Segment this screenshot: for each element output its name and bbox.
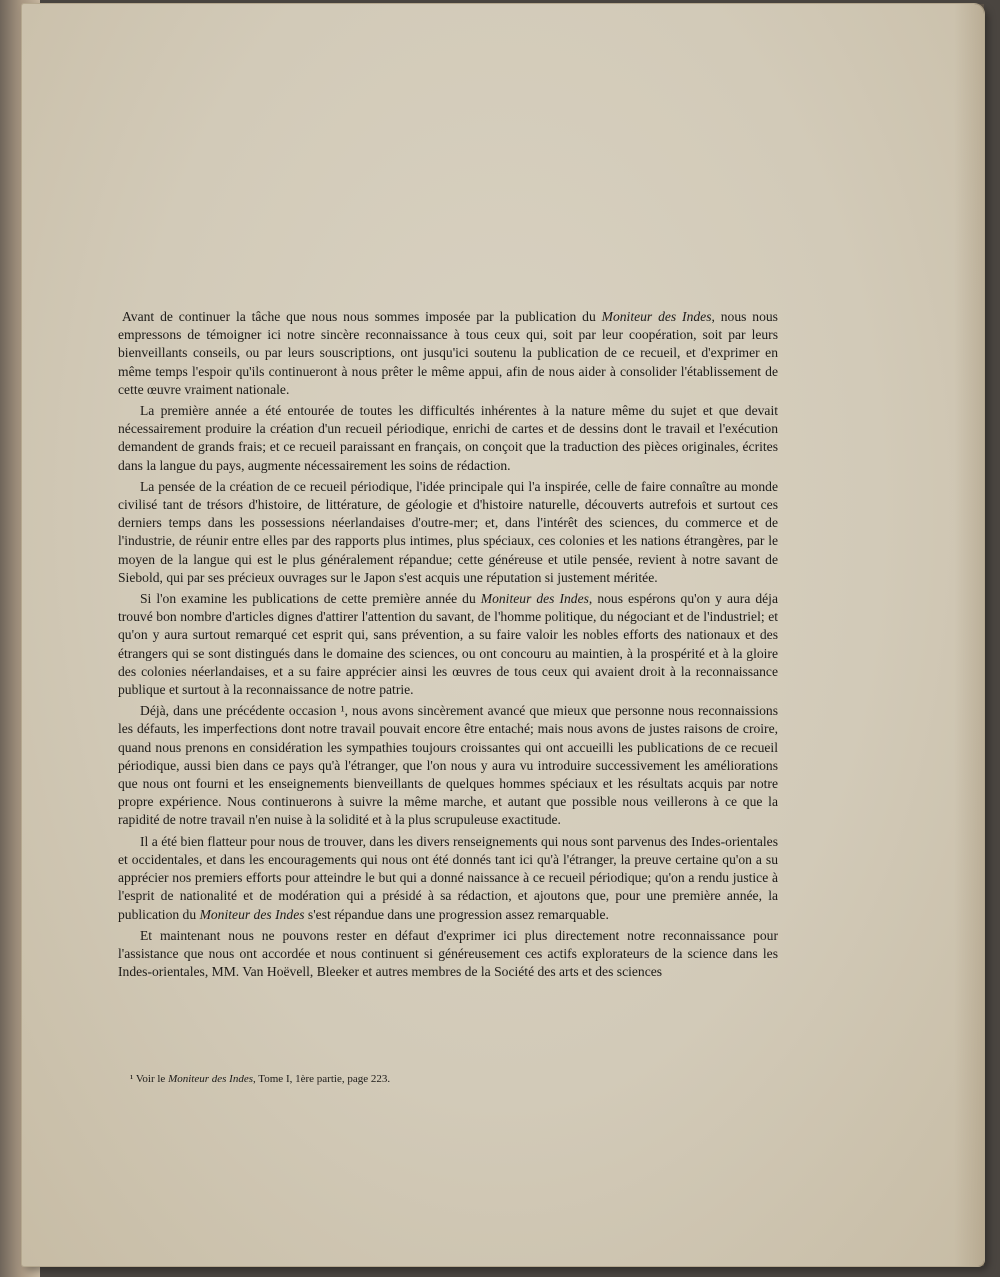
paragraph-6-text-b: s'est répandue dans une progression assez remarquable. [304,906,609,922]
paragraph-7-text: Et maintenant nous ne pouvons rester en défaut d'exprimer ici plus directement notre reconnaissance pour l'assistance que nous ont accordée et nous continuent si généreusement ces actifs explorateurs de la science dans les Indes-orientales, MM. Van Hoëvell, Bleeker et autres membres de la Société des arts et des sciences [118,927,778,980]
paragraph-4-text-a: Si l'on examine les publications de cette première année du [140,591,481,607]
body-text [118,308,778,984]
publication-title: Moniteur des Indes [480,591,589,607]
publication-title: Moniteur des Indes [601,309,712,324]
paragraph-1 [118,308,778,399]
footnote-marker: ¹ [130,1073,134,1085]
footnote-text-b: , Tome I, 1ère partie, page 223. [253,1073,391,1085]
footnote [130,1073,770,1085]
paragraph-3 [118,478,778,587]
paragraph-4 [118,590,778,699]
footnote-text-a: Voir le [133,1073,169,1085]
paragraph-5 [118,702,778,829]
page-edge-shadow [954,4,984,1266]
publication-title: Moniteur des Indes [199,906,305,922]
paragraph-2-text: La première année a été entourée de toutes les difficultés inhérentes à la nature même du sujet et que devait nécessairement produire la création d'un recueil périodique, enrichi de cartes et de dessins dont le travail et l'exécution demandent de grands frais; et ce recueil paraissant en français, on conçoit que la traduction des pièces originales, écrites dans la langue du pays, augmente nécessairement les soins de rédaction. [118,403,778,473]
paragraph-6-text-a: Il a été bien flatteur pour nous de trouver, dans les divers renseignements qui nous sont parvenus des Indes-orientales et occidentales, et dans les encouragements qui nous ont été donnés tant ici qu'à l'étranger, la preuve certaine qu'on a su apprécier nos premiers efforts pour atteindre le but qui a donné naissance à ce recueil périodique; qu'on a rendu justice à l'esprit de nationalité et de modération qui a présidé à sa rédaction, et ajoutons que, pour une première année, la publication du [118,833,778,922]
paragraph-1-text-a: Avant de continuer la tâche que nous nous sommes imposée par la publication du [122,309,602,324]
paragraph-4-text-b: , nous espérons qu'on y aura déja trouvé bon nombre d'articles dignes d'attirer l'attention du savant, de l'homme politique, du négociant et de l'industriel; et qu'on y aura surtout remarqué cet esprit qui, sans prévention, a su faire valoir les nobles efforts des nationaux et des étrangers qui se sont distingués dans le domaine des sciences, ou ont concouru au maintien, à la prospérité et à la gloire des colonies néerlandaises, et a su faire apprécier ainsi les œuvres de tous ceux qui avaient droit à la reconnaissance publique et surtout à la reconnaissance de notre patrie. [118,591,778,698]
paragraph-6 [118,833,778,924]
paragraph-3-text: La pensée de la création de ce recueil périodique, l'idée principale qui l'a inspirée, celle de faire connaître au monde civilisé tant de trésors d'histoire, de littérature, de géologie et d'histoire naturelle, découverts autrefois et surtout ces derniers temps dans les possessions néerlandaises d'outre-mer; et, dans l'intérêt des sciences, du commerce et de l'industrie, de réunir entre elles par des rapports plus intimes, plus spéciaux, ces colonies et les nations étrangères, par le moyen de la langue qui est le plus généralement répandue; cette généreuse et utile pensée, revient à notre savant de Siebold, qui par ses précieux ouvrages sur le Japon s'est acquis une réputation si justement méritée. [118,478,778,585]
paragraph-5-text: Déjà, dans une précédente occasion ¹, nous avons sincèrement avancé que mieux que personne nous reconnaissions les défauts, les imperfections dont notre travail pouvait encore être entaché; mais nous avons de justes raisons de croire, quand nous prenons en considération les sympathies toujours croissantes qui ont accueilli les publications de ce recueil périodique, aussi bien dans ce pays qu'à l'étranger, que l'on nous y aura vu introduire successivement les améliorations que nous ont fourni et les enseignements bienveillants de quelques hommes spéciaux et les résultats acquis par notre propre expérience. Nous continuerons à suivre la même marche, et autant que possible nous veillerons à ce que la rapidité de notre travail n'en nuise à la solidité et à la plus scrupuleuse exactitude. [118,703,778,828]
paragraph-2 [118,402,778,475]
paragraph-7 [118,927,778,982]
footnote-title: Moniteur des Indes [168,1073,253,1085]
paragraph-1-text-b: , nous nous empressons de témoigner ici notre sincère reconnaissance à tous ceux qui, soit par leur coopération, soit par leurs bienveillants conseils, ou par leurs souscriptions, ont jusqu'ici soutenu la publication de ce recueil, et d'exprimer en même temps l'espoir qu'ils continueront à nous prêter le même appui, afin de nous aider à consolider l'établissement de cette œuvre vraiment nationale. [118,309,778,397]
